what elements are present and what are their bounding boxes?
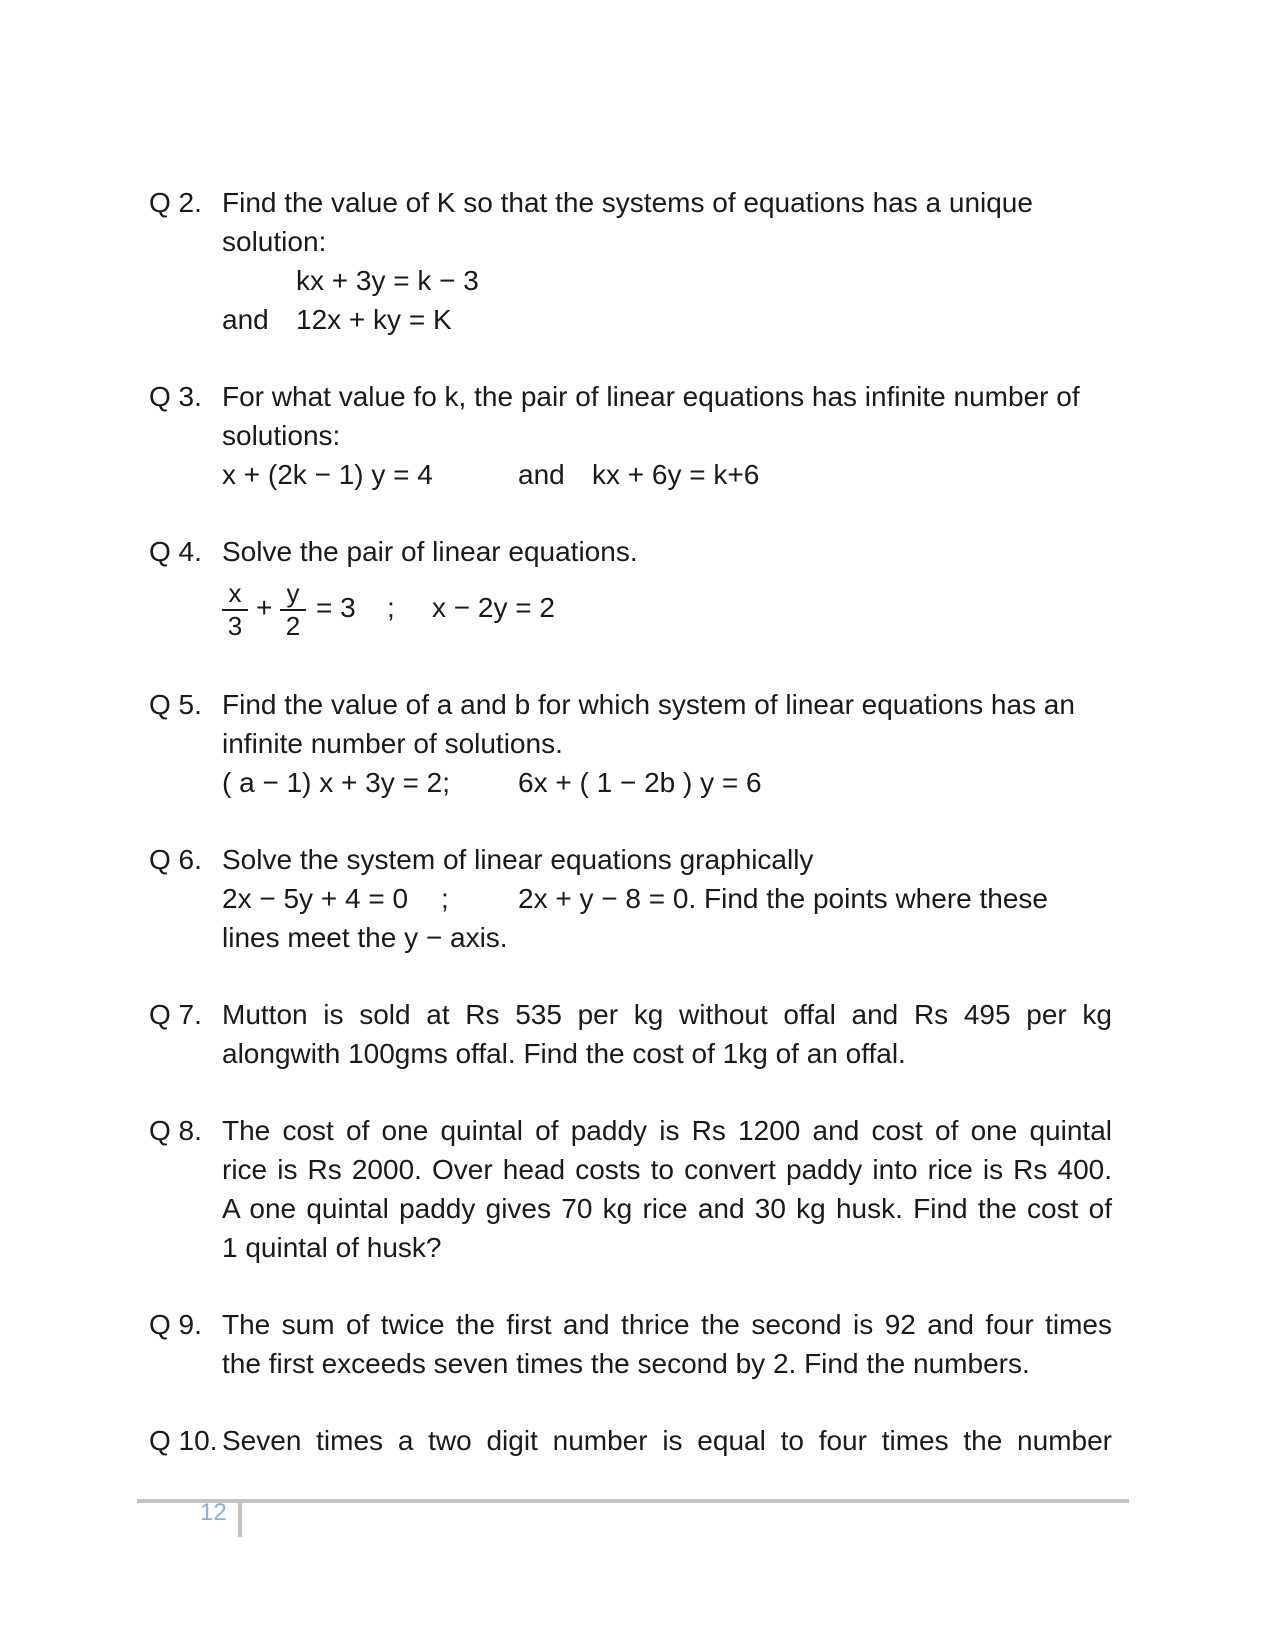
fraction-numerator: y (286, 578, 300, 608)
question-text: Find the value of a and b for which system of linear equations has an (222, 689, 1075, 720)
equation: ( a − 1) x + 3y = 2; (222, 767, 451, 798)
question-number: Q 9. (149, 1309, 202, 1340)
fraction-denominator: 2 (285, 611, 301, 641)
question-number: Q 2. (149, 187, 202, 218)
question-number: Q 4. (149, 536, 202, 567)
question-text: rice is Rs 2000. Over head costs to convert paddy into rice is Rs 400. (222, 1154, 1112, 1185)
equation: 6x + ( 1 − 2b ) y = 6 (518, 767, 762, 798)
question-number: Q 10. (149, 1425, 218, 1456)
question-number: Q 8. (149, 1115, 202, 1146)
equation: x + (2k − 1) y = 4 (222, 459, 433, 490)
question-number: Q 5. (149, 689, 202, 720)
question-text: alongwith 100gms offal. Find the cost of 1kg of an offal. (222, 1038, 906, 1069)
question-text: Solve the system of linear equations graphically (222, 844, 814, 875)
question-text: The sum of twice the first and thrice the second is 92 and four times (222, 1309, 1112, 1340)
question-text: The cost of one quintal of paddy is Rs 1200 and cost of one quintal (222, 1115, 1112, 1146)
page-number: 12 (200, 1499, 227, 1526)
equation: 2x − 5y + 4 = 0 (222, 883, 409, 914)
equation: kx + 3y = k − 3 (296, 265, 479, 296)
question-number: Q 6. (149, 844, 202, 875)
question-text: Mutton is sold at Rs 535 per kg without offal and Rs 495 per kg (222, 999, 1112, 1030)
question-text: Solve the pair of linear equations. (222, 536, 638, 567)
question-text: A one quintal paddy gives 70 kg rice and 30 kg husk. Find the cost of (222, 1193, 1112, 1224)
equation: = 3 (316, 592, 356, 623)
conjunction: and (518, 459, 565, 490)
separator: ; (441, 883, 449, 914)
question-text: Seven times a two digit number is equal to four times the number (222, 1425, 1112, 1456)
question-text: 2x + y − 8 = 0. Find the points where these (518, 883, 1048, 914)
fraction-y-over-2 (280, 580, 306, 639)
equation: kx + 6y = k+6 (592, 459, 760, 490)
separator: ; (387, 592, 395, 623)
fraction-x-over-3 (222, 580, 248, 639)
footer-rule (137, 1499, 1129, 1503)
question-number: Q 3. (149, 381, 202, 412)
page-number-divider (238, 1503, 242, 1537)
fraction-numerator: x (228, 578, 242, 608)
question-text: the first exceeds seven times the second by 2. Find the numbers. (222, 1348, 1030, 1379)
question-text: solution: (222, 226, 327, 257)
equation: 12x + ky = K (296, 304, 452, 335)
question-number: Q 7. (149, 999, 202, 1030)
question-text: infinite number of solutions. (222, 728, 563, 759)
question-text: Find the value of K so that the systems of equations has a unique (222, 187, 1033, 218)
question-text: For what value fo k, the pair of linear equations has infinite number of (222, 381, 1080, 412)
question-text: solutions: (222, 420, 341, 451)
plus-sign: + (256, 592, 273, 623)
fraction-denominator: 3 (227, 611, 243, 641)
question-text: lines meet the y − axis. (222, 922, 508, 953)
question-text: 1 quintal of husk? (222, 1232, 442, 1263)
equation: x − 2y = 2 (432, 592, 555, 623)
conjunction: and (222, 304, 269, 335)
